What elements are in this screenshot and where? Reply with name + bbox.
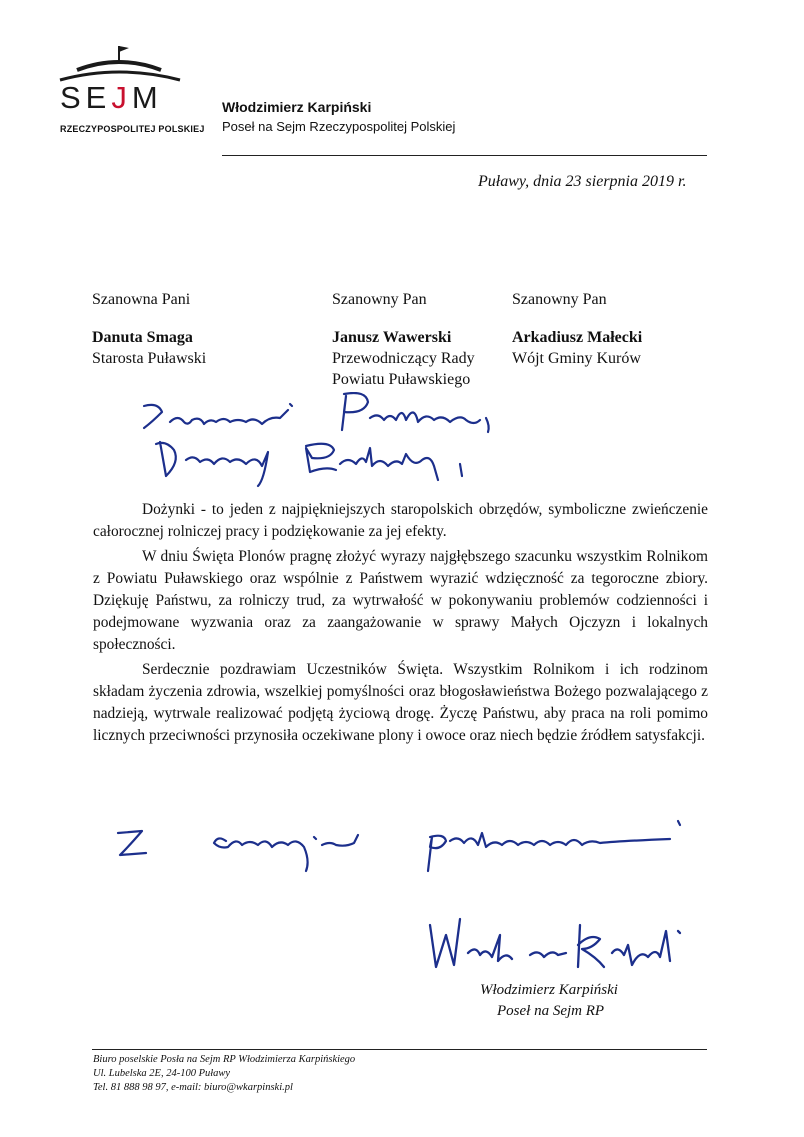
- footer-contact: Tel. 81 888 98 97, e-mail: biuro@wkarpinski.pl: [93, 1082, 293, 1093]
- body-paragraph: Serdecznie pozdrawiam Uczestników Święta. Wszystkim Rolnikom i ich rodzinom składam życzenia zdrowia, wszelkiej pomyślności oraz błogosławieństwa Bożego pozwalającego z nadzieją, wytrwale realizować podjętą życiową drogę. Życzę Państwu, aby praca na roli pomimo licznych przeciwności przynosiła oczekiwane plony i owoce oraz niech będzie źródłem satysfakcji.: [93, 661, 708, 744]
- signer-name: Włodzimierz Karpiński: [480, 982, 618, 998]
- addressee-name: Danuta Smaga: [92, 329, 193, 346]
- addressee-salutation: Szanowny Pan: [512, 291, 607, 308]
- addressee-title: Powiatu Puławskiego: [332, 371, 471, 388]
- footer-office: Biuro poselskie Posła na Sejm RP Włodzimierza Karpińskiego: [93, 1054, 356, 1065]
- addressee-3: [512, 289, 642, 369]
- addressee-name: Arkadiusz Małecki: [512, 329, 643, 346]
- addressee-title: Przewodniczący Rady: [332, 350, 475, 367]
- addressee-title: Wójt Gminy Kurów: [512, 350, 641, 367]
- logo-wordmark: SEJM: [60, 80, 163, 115]
- signature-mark: [420, 905, 700, 985]
- deputy-name: Włodzimierz Karpiński: [222, 99, 372, 115]
- header-divider: [222, 155, 707, 156]
- addressee-salutation: Szanowny Pan: [332, 291, 427, 308]
- place-date: Puławy, dnia 23 sierpnia 2019 r.: [478, 173, 687, 190]
- addressee-name: Janusz Wawerski: [332, 329, 452, 346]
- addressee-title: Starosta Puławski: [92, 350, 207, 367]
- addressee-salutation: Szanowna Pani: [92, 291, 191, 308]
- addressee-1: [92, 289, 206, 369]
- footer-divider: [92, 1049, 707, 1050]
- letter-body: [93, 499, 708, 750]
- logo-subtitle: RZECZYPOSPOLITEJ POLSKIEJ: [60, 124, 205, 134]
- handwritten-closing: [110, 815, 690, 875]
- signer-role: Poseł na Sejm RP: [497, 1003, 605, 1019]
- handwritten-greeting: [130, 392, 570, 492]
- deputy-role: Poseł na Sejm Rzeczypospolitej Polskiej: [222, 119, 456, 134]
- footer-address: Ul. Lubelska 2E, 24-100 Puławy: [93, 1068, 231, 1079]
- body-paragraph: Dożynki - to jeden z najpiękniejszych staropolskich obrzędów, symboliczne zwieńczenie całorocznej rolniczej pracy i podziękowanie za jej efekty.: [93, 501, 708, 540]
- addressee-2: [332, 289, 475, 390]
- body-paragraph: W dniu Święta Plonów pragnę złożyć wyrazy najgłębszego szacunku wszystkim Rolnikom z Powiatu Puławskiego oraz wspólnie z Państwem wyrazić wdzięczność za tegoroczne zbiory. Dziękuję Państwu, za rolniczy trud, za wytrwałość w pokonywaniu problemów codzienności i podejmowane wyzwania oraz za zaangażowanie w sprawy Małych Ojczyzn i lokalnych społeczności.: [93, 548, 708, 653]
